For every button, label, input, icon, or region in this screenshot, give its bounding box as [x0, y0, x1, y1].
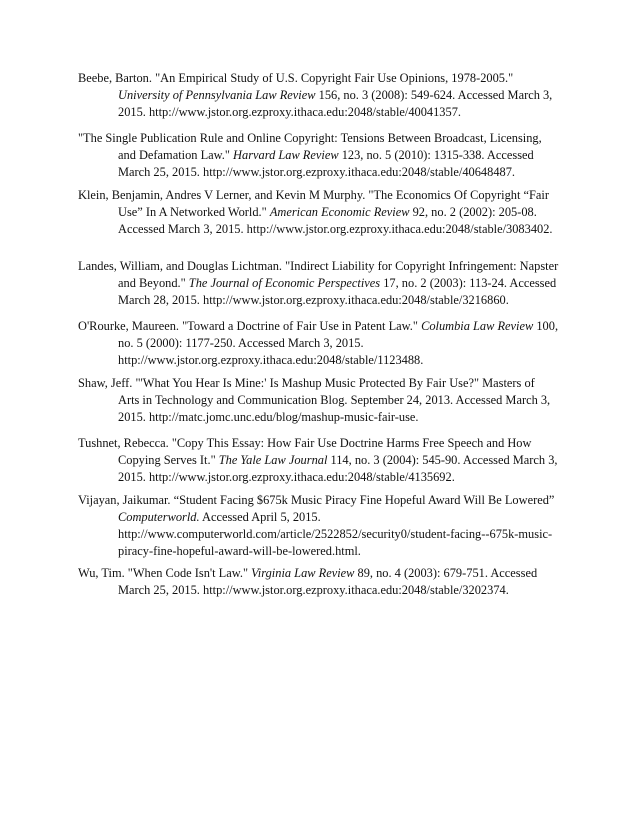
citation-text: March 25, 2015. http://www.jstor.org.ezproxy.ithaca.edu:2048/stable/3202374.	[118, 583, 509, 597]
citation-continuation-line	[78, 526, 568, 543]
citation-text: Tushnet, Rebecca. "Copy This Essay: How Fair Use Doctrine Harms Free Speech and How	[78, 436, 532, 450]
citation-continuation-line	[78, 104, 568, 121]
citation-first-line	[78, 70, 568, 87]
publication-title: Columbia Law Review	[421, 319, 534, 333]
citation-entry	[78, 258, 568, 309]
citation-continuation-line	[78, 147, 568, 164]
citation-first-line	[78, 565, 568, 582]
citation-text: 100,	[533, 319, 559, 333]
publication-title: Virginia Law Review	[251, 566, 355, 580]
citation-entry	[78, 187, 568, 238]
citation-entry	[78, 565, 568, 599]
citation-text: 17, no. 2 (2003): 113-24. Accessed	[380, 276, 557, 290]
citation-text: 2015. http://www.jstor.org.ezproxy.ithaca.edu:2048/stable/40041357.	[118, 105, 461, 119]
citation-continuation-line	[78, 335, 568, 352]
publication-title: Computerworld.	[118, 510, 200, 524]
citation-first-line	[78, 318, 568, 335]
citation-text: Landes, William, and Douglas Lichtman. "Indirect Liability for Copyright Infringement: Napster	[78, 259, 559, 273]
citation-entry	[78, 70, 568, 121]
citation-text: no. 5 (2000): 1177-250. Accessed March 3, 2015.	[118, 336, 364, 350]
citation-entry	[78, 435, 568, 486]
citation-text: and Defamation Law."	[118, 148, 234, 162]
citation-continuation-line	[78, 275, 568, 292]
citation-text: 123, no. 5 (2010): 1315-338. Accessed	[338, 148, 534, 162]
citation-first-line	[78, 258, 568, 275]
citation-text: and Beyond."	[118, 276, 189, 290]
citation-text: http://www.computerworld.com/article/2522852/security0/student-facing--675k-music-	[118, 527, 553, 541]
citation-continuation-line	[78, 204, 568, 221]
publication-title: American Economic Review	[269, 205, 410, 219]
publication-title: Harvard Law Review	[233, 148, 339, 162]
publication-title: University of Pennsylvania Law Review	[118, 88, 316, 102]
citation-first-line	[78, 492, 568, 509]
citation-continuation-line	[78, 292, 568, 309]
citation-text: Klein, Benjamin, Andres V Lerner, and Kevin M Murphy. "The Economics Of Copyright “Fair	[78, 188, 549, 202]
citation-text: Wu, Tim. "When Code Isn't Law."	[78, 566, 252, 580]
citation-continuation-line	[78, 164, 568, 181]
citation-text: Vijayan, Jaikumar. “Student Facing $675k Music Piracy Fine Hopeful Award Will Be Lowered”	[78, 493, 555, 507]
publication-title: The Yale Law Journal	[218, 453, 328, 467]
citation-text: March 28, 2015. http://www.jstor.org.ezproxy.ithaca.edu:2048/stable/3216860.	[118, 293, 509, 307]
citation-first-line	[78, 187, 568, 204]
citation-text: 92, no. 2 (2002): 205-08.	[409, 205, 537, 219]
citation-text: Use” In A Networked World."	[118, 205, 270, 219]
citation-continuation-line	[78, 452, 568, 469]
citation-text: 156, no. 3 (2008): 549-624. Accessed March 3,	[315, 88, 553, 102]
citation-continuation-line	[78, 352, 568, 369]
citation-text: Copying Serves It."	[118, 453, 219, 467]
citation-text: Accessed March 3, 2015. http://www.jstor.org.ezproxy.ithaca.edu:2048/stable/3083402.	[118, 222, 553, 236]
citation-text: http://www.jstor.org.ezproxy.ithaca.edu:2048/stable/1123488.	[118, 353, 424, 367]
citation-continuation-line	[78, 469, 568, 486]
citation-first-line	[78, 375, 568, 392]
citation-entry	[78, 375, 568, 426]
citation-text: Beebe, Barton. "An Empirical Study of U.S. Copyright Fair Use Opinions, 1978-2005."	[78, 71, 514, 85]
citation-entry	[78, 130, 568, 181]
citation-continuation-line	[78, 509, 568, 526]
citation-entry	[78, 318, 568, 369]
citation-first-line	[78, 435, 568, 452]
citation-text: "The Single Publication Rule and Online Copyright: Tensions Between Broadcast, Licensing,	[78, 131, 542, 145]
citation-first-line	[78, 130, 568, 147]
citation-continuation-line	[78, 582, 568, 599]
citation-text: 114, no. 3 (2004): 545-90. Accessed March 3,	[327, 453, 558, 467]
citation-text: O'Rourke, Maureen. "Toward a Doctrine of Fair Use in Patent Law."	[78, 319, 422, 333]
citation-text: Accessed April 5, 2015.	[199, 510, 321, 524]
citation-continuation-line	[78, 543, 568, 560]
citation-text: Shaw, Jeff. "'What You Hear Is Mine:' Is Mashup Music Protected By Fair Use?" Masters of	[78, 376, 535, 390]
citation-text: March 25, 2015. http://www.jstor.org.ezproxy.ithaca.edu:2048/stable/40648487.	[118, 165, 516, 179]
citation-entry	[78, 492, 568, 560]
citation-continuation-line	[78, 409, 568, 426]
citation-text: 89, no. 4 (2003): 679-751. Accessed	[354, 566, 538, 580]
citation-text: 2015. http://www.jstor.org.ezproxy.ithaca.edu:2048/stable/4135692.	[118, 470, 455, 484]
citation-continuation-line	[78, 221, 568, 238]
citation-text: Arts in Technology and Communication Blog. September 24, 2013. Accessed March 3,	[118, 393, 551, 407]
citation-text: piracy-fine-hopeful-award-will-be-lowered.html.	[118, 544, 361, 558]
citation-continuation-line	[78, 392, 568, 409]
publication-title: The Journal of Economic Perspectives	[188, 276, 381, 290]
citation-continuation-line	[78, 87, 568, 104]
citation-text: 2015. http://matc.jomc.unc.edu/blog/mashup-music-fair-use.	[118, 410, 419, 424]
